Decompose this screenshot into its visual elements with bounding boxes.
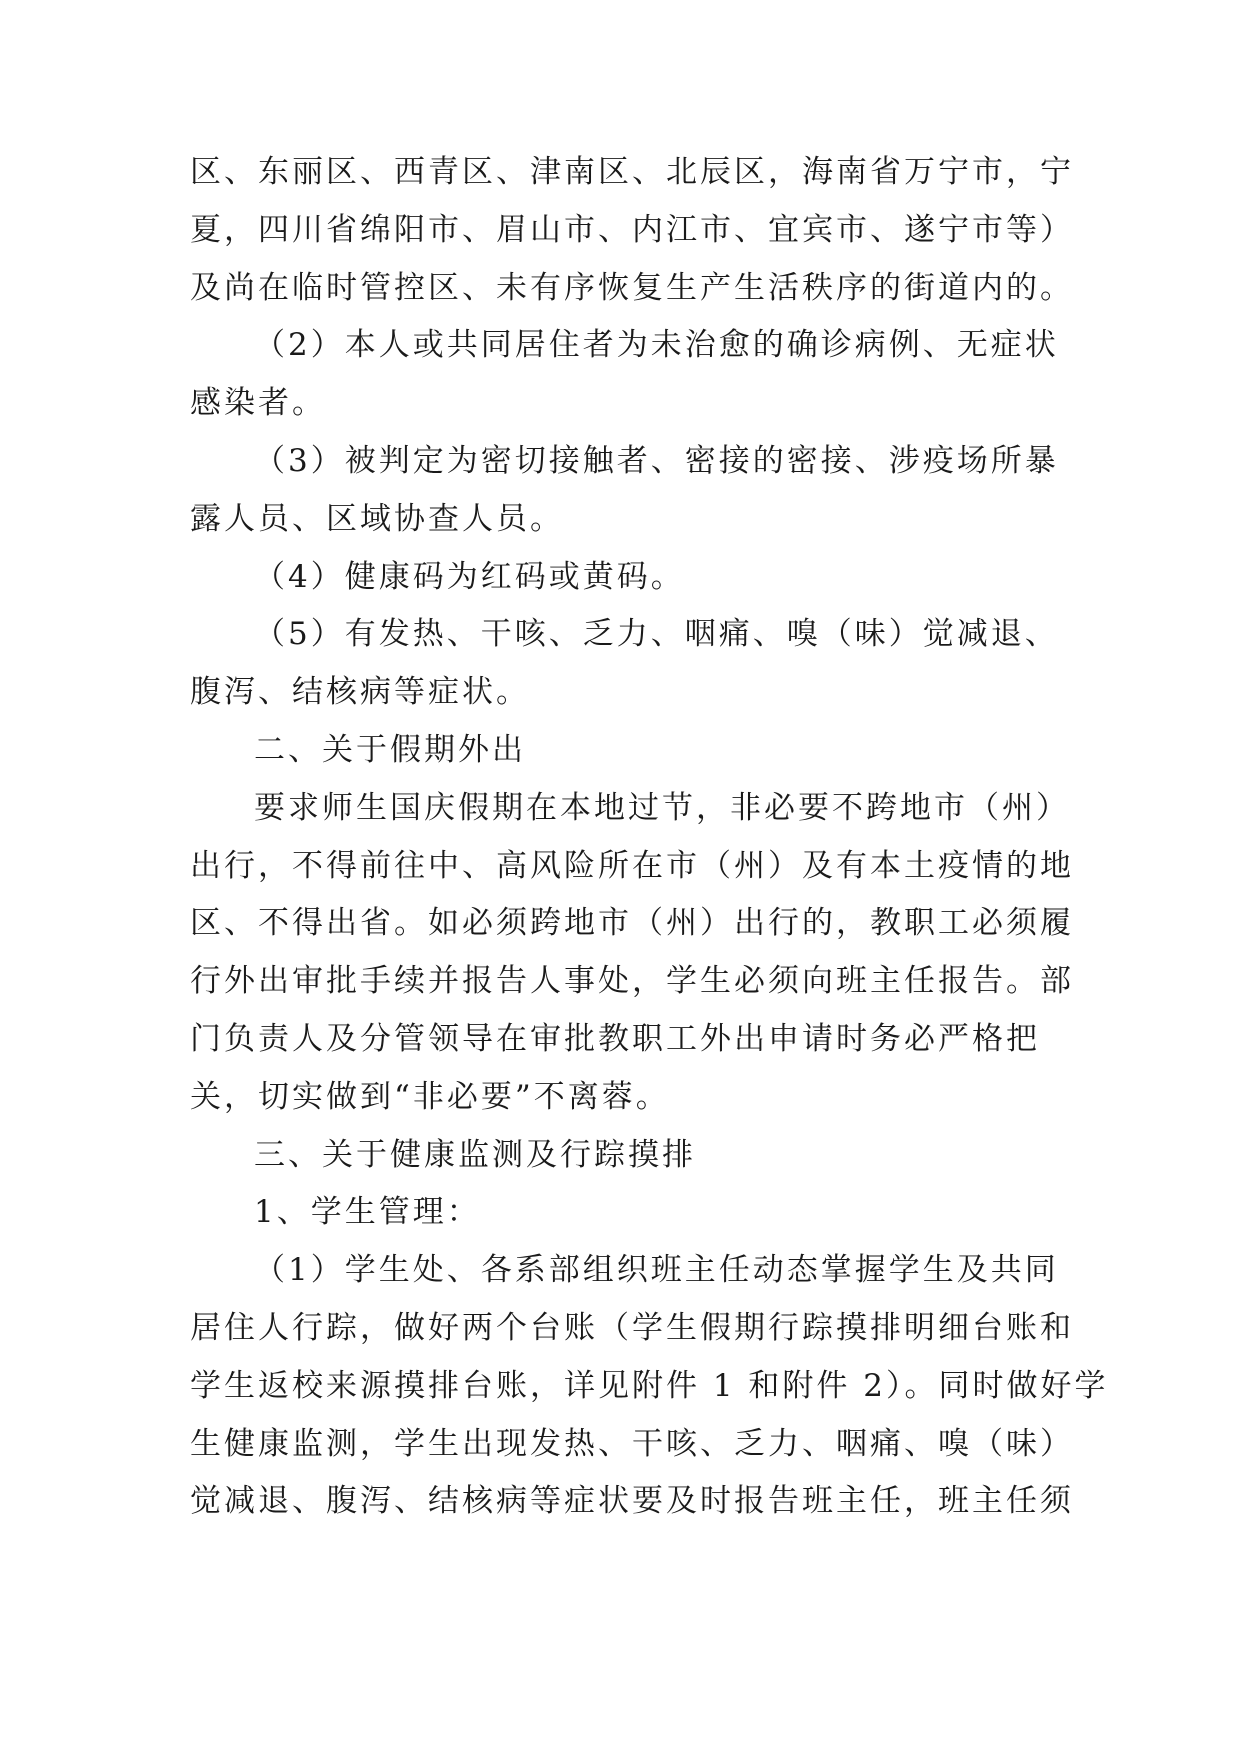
text-line: 门负责人及分管领导在审批教职工外出申请时务必严格把 [190,1021,1040,1057]
text-line: 感染者。 [190,385,326,421]
text-line: 腹泻、结核病等症状。 [190,674,530,710]
text-line: 区、东丽区、西青区、津南区、北辰区，海南省万宁市，宁 [190,154,1074,190]
text-line: （1）学生处、各系部组织班主任动态掌握学生及共同 [254,1252,1059,1288]
text-line: 及尚在临时管控区、未有序恢复生产生活秩序的街道内的。 [190,270,1074,306]
text-line: （3）被判定为密切接触者、密接的密接、涉疫场所暴 [254,443,1059,479]
text-line: 生健康监测，学生出现发热、干咳、乏力、咽痛、嗅（味） [190,1426,1074,1462]
text-line: （4）健康码为红码或黄码。 [254,559,685,595]
subsection-heading: 1、学生管理： [254,1194,481,1230]
text-line: （5）有发热、干咳、乏力、咽痛、嗅（味）觉减退、 [254,616,1059,652]
text-line: 区、不得出省。如必须跨地市（州）出行的，教职工必须履 [190,905,1074,941]
text-line: 居住人行踪，做好两个台账（学生假期行踪摸排明细台账和 [190,1310,1074,1346]
text-line: （2）本人或共同居住者为未治愈的确诊病例、无症状 [254,327,1059,363]
text-line: 行外出审批手续并报告人事处，学生必须向班主任报告。部 [190,963,1074,999]
text-line: 关，切实做到“非必要”不离蓉。 [190,1079,670,1115]
text-line: 夏，四川省绵阳市、眉山市、内江市、宜宾市、遂宁市等） [190,212,1074,248]
section-heading: 三、关于健康监测及行踪摸排 [254,1137,696,1173]
text-line: 露人员、区域协查人员。 [190,501,564,537]
text-line: 学生返校来源摸排台账，详见附件 1 和附件 2）。同时做好学 [190,1368,1109,1404]
text-line: 出行，不得前往中、高风险所在市（州）及有本土疫情的地 [190,848,1074,884]
section-heading: 二、关于假期外出 [254,732,526,768]
text-line: 要求师生国庆假期在本地过节，非必要不跨地市（州） [254,790,1070,826]
text-line: 觉减退、腹泻、结核病等症状要及时报告班主任，班主任须 [190,1483,1074,1519]
